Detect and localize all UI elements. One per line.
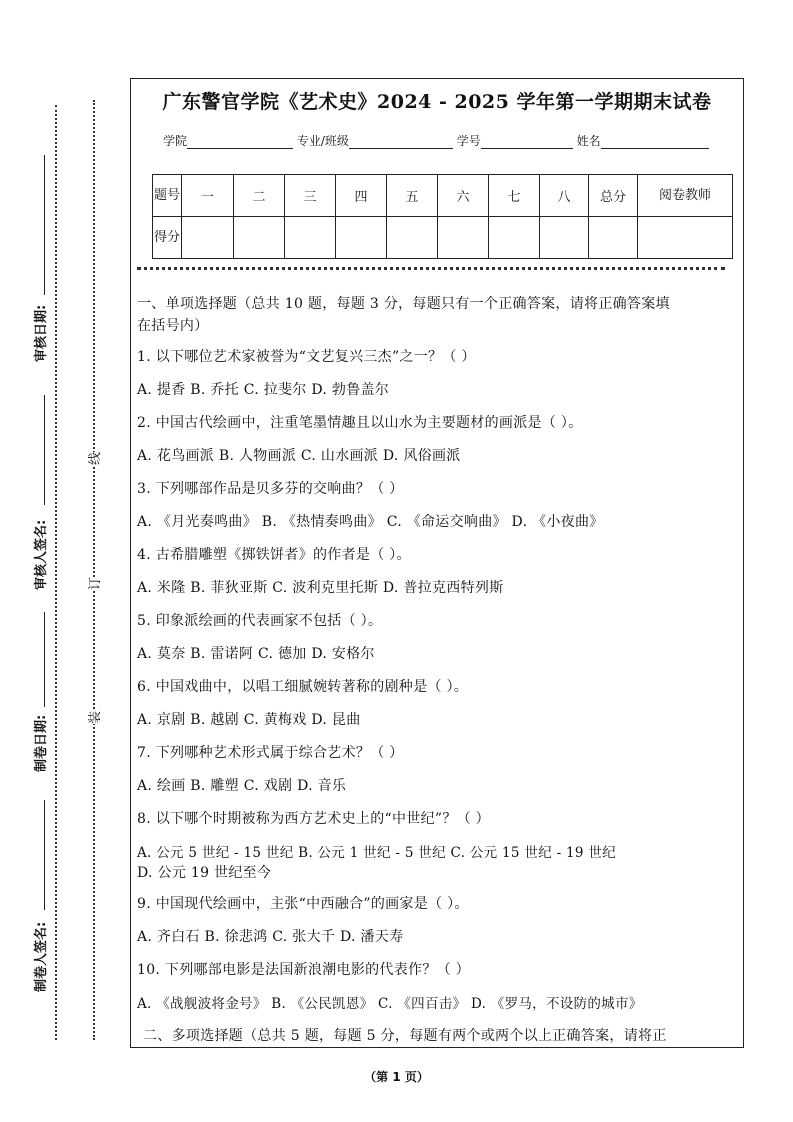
binding-char-staple: 订: [84, 577, 103, 590]
major-label: 专业/班级: [296, 134, 349, 148]
name-label: 姓名: [576, 134, 601, 148]
question-line: 9. 中国现代绘画中，主张“中西融合”的画家是（ ）。: [137, 896, 469, 912]
score-col-header: 八: [540, 175, 589, 217]
option-line: A. 《月光奏鸣曲》 B. 《热情奏鸣曲》 C. 《命运交响曲》 D. 《小夜曲》: [137, 514, 604, 530]
review-date-label: 审核日期:: [34, 304, 49, 362]
setter-signature-line: [44, 800, 45, 910]
student-info-row: [163, 132, 709, 149]
review-date-line: [44, 155, 45, 295]
score-cell[interactable]: [489, 217, 540, 259]
score-col-header: 四: [336, 175, 387, 217]
score-cell[interactable]: [589, 217, 638, 259]
score-cell[interactable]: [387, 217, 438, 259]
option-line: D. 公元 19 世纪至今: [137, 865, 272, 881]
section2-heading: 二、多项选择题（总共 5 题，每题 5 分，每题有两个或两个以上正确答案，请将正: [143, 1028, 667, 1044]
option-line: A. 花鸟画派 B. 人物画派 C. 山水画派 D. 风俗画派: [137, 448, 461, 464]
reviewer-signature-line: [44, 395, 45, 505]
question-line: 7. 下列哪种艺术形式属于综合艺术？（ ）: [137, 745, 404, 761]
binding-char-bind: 装: [84, 711, 103, 724]
section1-heading-cont: 在括号内）: [137, 318, 209, 334]
setter-signature-label: 制卷人签名:: [34, 921, 49, 992]
score-row-label: 题号: [153, 175, 182, 217]
score-cell[interactable]: [182, 217, 234, 259]
question-line: 10. 下列哪部电影是法国新浪潮电影的代表作？（ ）: [137, 962, 470, 978]
question-line: 4. 古希腊雕塑《掷铁饼者》的作者是（ ）。: [137, 547, 411, 563]
student-id-field[interactable]: [481, 134, 573, 149]
exam-title: 广东警官学院《艺术史》2024 - 2025 学年第一学期期末试卷: [162, 91, 712, 113]
exam-paper-frame: [130, 78, 744, 1048]
student-id-label: 学号: [456, 134, 481, 148]
binding-char-line: 线: [84, 452, 103, 465]
major-field[interactable]: [349, 134, 453, 149]
score-col-header: 三: [285, 175, 336, 217]
college-field[interactable]: [187, 134, 293, 149]
score-cell[interactable]: [336, 217, 387, 259]
question-line: 3. 下列哪部作品是贝多芬的交响曲？（ ）: [137, 481, 404, 497]
score-cell[interactable]: [638, 217, 733, 259]
setter-date-label: 制卷日期:: [34, 714, 49, 772]
binding-dotted-rule: [93, 100, 95, 1040]
option-line: A. 公元 5 世纪 - 15 世纪 B. 公元 1 世纪 - 5 世纪 C. 公元 15 世纪 - 19 世纪: [137, 845, 617, 861]
option-line: A. 绘画 B. 雕塑 C. 戏剧 D. 音乐: [137, 778, 347, 794]
question-line: 8. 以下哪个时期被称为西方艺术史上的“中世纪”？（ ）: [137, 811, 490, 827]
score-col-header: 七: [489, 175, 540, 217]
reviewer-signature-label: 审核人签名:: [34, 519, 49, 590]
question-line: 5. 印象派绘画的代表画家不包括（ ）。: [137, 613, 383, 629]
college-label: 学院: [163, 134, 188, 148]
score-cell[interactable]: [540, 217, 589, 259]
score-col-header: 一: [182, 175, 234, 217]
score-cell[interactable]: [438, 217, 489, 259]
score-col-header: 阅卷教师: [638, 175, 733, 217]
score-row-label: 得分: [153, 217, 182, 259]
left-dotted-rule: [55, 105, 57, 1040]
setter-date-line: [44, 612, 45, 707]
score-col-header: 六: [438, 175, 489, 217]
option-line: A. 提香 B. 乔托 C. 拉斐尔 D. 勃鲁盖尔: [137, 382, 390, 398]
name-field[interactable]: [601, 134, 709, 149]
option-line: A. 米隆 B. 菲狄亚斯 C. 波利克里托斯 D. 普拉克西特列斯: [137, 580, 504, 596]
option-line: A. 莫奈 B. 雷诺阿 C. 德加 D. 安格尔: [137, 646, 375, 662]
section1-heading: 一、单项选择题（总共 10 题，每题 3 分，每题只有一个正确答案，请将正确答案填: [137, 296, 670, 312]
header-separator: [137, 267, 725, 270]
score-cell[interactable]: [285, 217, 336, 259]
question-line: 6. 中国戏曲中，以唱工细腻婉转著称的剧种是（ ）。: [137, 679, 469, 695]
question-line: 2. 中国古代绘画中，注重笔墨情趣且以山水为主要题材的画派是（ ）。: [137, 415, 583, 431]
score-col-header: 总分: [589, 175, 638, 217]
score-table: [152, 174, 733, 259]
page-number: （第 1 页）: [364, 1070, 429, 1084]
option-line: A. 齐白石 B. 徐悲鸿 C. 张大千 D. 潘天寿: [137, 929, 404, 945]
option-line: A. 京剧 B. 越剧 C. 黄梅戏 D. 昆曲: [137, 712, 361, 728]
score-cell[interactable]: [234, 217, 285, 259]
question-line: 1. 以下哪位艺术家被誉为“文艺复兴三杰”之一？（ ）: [137, 349, 476, 365]
option-line: A. 《战舰波将金号》 B. 《公民凯恩》 C. 《四百击》 D. 《罗马，不设防的城市》: [137, 996, 643, 1012]
score-col-header: 二: [234, 175, 285, 217]
score-col-header: 五: [387, 175, 438, 217]
